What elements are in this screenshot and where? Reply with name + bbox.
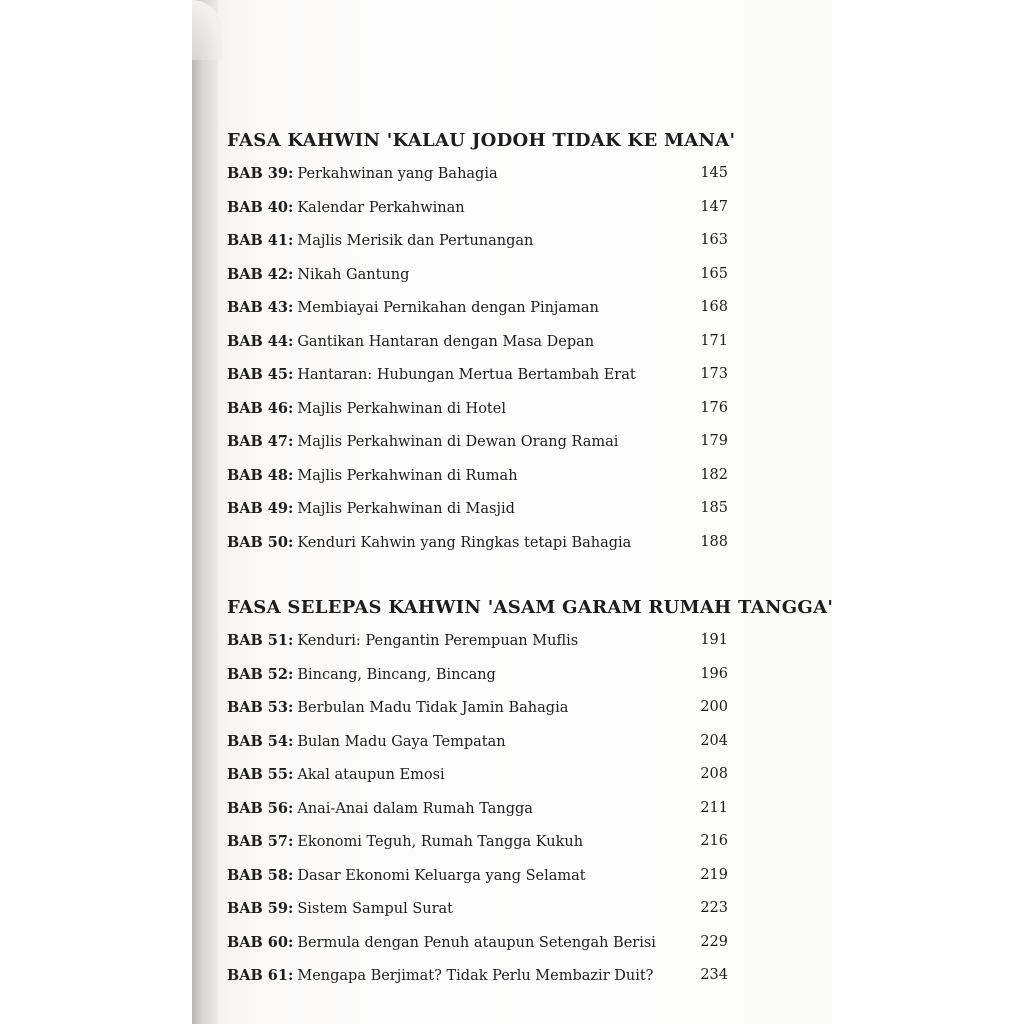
chapter-number: BAB 51:	[227, 632, 294, 649]
chapter-title: Majlis Perkahwinan di Hotel	[297, 400, 506, 417]
chapter-title: Gantikan Hantaran dengan Masa Depan	[297, 333, 595, 350]
chapter-number: BAB 56:	[227, 799, 294, 817]
chapter-title: Dasar Ekonomi Keluarga yang Selamat	[297, 867, 586, 884]
page-number: 188	[700, 533, 728, 550]
chapter-title: Nikah Gantung	[297, 266, 410, 283]
chapter-title: Majlis Perkahwinan di Dewan Orang Ramai	[297, 434, 619, 450]
page-number: 163	[700, 232, 728, 248]
chapter-title: Akal ataupun Emosi	[297, 767, 445, 783]
toc-section	[227, 597, 834, 993]
chapter-list	[227, 157, 817, 559]
toc-entry	[227, 291, 817, 325]
page-number: 223	[700, 900, 728, 916]
chapter-number: BAB 42:	[227, 265, 294, 283]
toc-entry	[227, 792, 817, 826]
chapter-number: BAB 59:	[227, 900, 294, 917]
page-number: 208	[700, 766, 728, 782]
page-number: 200	[700, 699, 728, 715]
page-number: 185	[700, 500, 728, 516]
chapter-title: Majlis Perkahwinan di Rumah	[297, 467, 518, 484]
chapter-number: BAB 41:	[227, 232, 294, 249]
chapter-title: Berbulan Madu Tidak Jamin Bahagia	[297, 700, 569, 716]
chapter-title: Kenduri Kahwin yang Ringkas tetapi Bahagia	[297, 534, 632, 551]
chapter-list	[227, 624, 817, 993]
chapter-title: Mengapa Berjimat? Tidak Perlu Membazir Duit?	[297, 968, 654, 984]
toc-entry	[227, 926, 817, 960]
chapter-number: BAB 50:	[227, 533, 294, 551]
chapter-title: Sistem Sampul Surat	[297, 901, 453, 917]
page-number: 176	[700, 399, 728, 416]
chapter-number: BAB 60:	[227, 933, 294, 951]
chapter-title: Membiayai Pernikahan dengan Pinjaman	[297, 300, 599, 316]
section-heading: FASA SELEPAS KAHWIN 'ASAM GARAM RUMAH TANGGA'	[227, 597, 834, 618]
chapter-title: Majlis Merisik dan Pertunangan	[297, 233, 534, 249]
page-number: 147	[700, 198, 728, 215]
chapter-title: Bulan Madu Gaya Tempatan	[297, 733, 506, 750]
chapter-number: BAB 49:	[227, 500, 294, 517]
page-number: 211	[700, 799, 728, 816]
toc-entry	[227, 825, 817, 859]
page-number: 196	[700, 665, 728, 682]
chapter-title: Hantaran: Hubungan Mertua Bertambah Erat	[297, 367, 636, 383]
chapter-number: BAB 57:	[227, 833, 294, 850]
toc-entry	[227, 191, 817, 225]
chapter-number: BAB 48:	[227, 466, 294, 484]
chapter-title: Anai-Anai dalam Rumah Tangga	[297, 800, 533, 817]
chapter-number: BAB 47:	[227, 433, 294, 450]
chapter-number: BAB 54:	[227, 732, 294, 750]
chapter-number: BAB 52:	[227, 665, 294, 683]
chapter-number: BAB 45:	[227, 366, 294, 383]
chapter-title: Bincang, Bincang, Bincang	[297, 666, 496, 683]
chapter-number: BAB 53:	[227, 699, 294, 716]
page-number: 219	[700, 866, 728, 883]
chapter-title: Bermula dengan Penuh ataupun Setengah Berisi	[297, 934, 656, 951]
chapter-number: BAB 40:	[227, 198, 294, 216]
chapter-title: Kalendar Perkahwinan	[297, 199, 465, 216]
table-of-contents	[227, 130, 834, 993]
chapter-number: BAB 44:	[227, 332, 294, 350]
section-heading: FASA KAHWIN 'KALAU JODOH TIDAK KE MANA'	[227, 130, 736, 151]
page-number: 216	[700, 833, 728, 849]
chapter-number: BAB 58:	[227, 866, 294, 884]
toc-entry	[227, 425, 817, 459]
toc-entry	[227, 157, 817, 191]
chapter-number: BAB 46:	[227, 399, 294, 417]
chapter-number: BAB 61:	[227, 967, 294, 984]
page-number: 165	[700, 265, 728, 282]
chapter-number: BAB 39:	[227, 165, 294, 182]
toc-entry	[227, 959, 817, 993]
section-gap	[227, 559, 817, 597]
page-number: 179	[700, 433, 728, 449]
chapter-number: BAB 43:	[227, 299, 294, 316]
toc-entry	[227, 624, 817, 658]
page-number: 168	[700, 299, 728, 315]
page-number: 191	[700, 632, 728, 648]
toc-entry	[227, 859, 817, 893]
page-number: 204	[700, 732, 728, 749]
page-number: 182	[700, 466, 728, 483]
page-number: 234	[700, 967, 728, 983]
toc-entry	[227, 459, 817, 493]
toc-entry	[227, 658, 817, 692]
toc-entry	[227, 526, 817, 560]
page-number: 173	[700, 366, 728, 382]
toc-entry	[227, 392, 817, 426]
book-spine-shadow	[192, 0, 218, 1024]
toc-entry	[227, 358, 817, 392]
toc-entry	[227, 758, 817, 792]
toc-entry	[227, 325, 817, 359]
page-number: 229	[700, 933, 728, 950]
toc-section	[227, 130, 817, 559]
toc-entry	[227, 258, 817, 292]
chapter-title: Majlis Perkahwinan di Masjid	[297, 501, 515, 517]
chapter-title: Ekonomi Teguh, Rumah Tangga Kukuh	[297, 834, 584, 850]
chapter-title: Perkahwinan yang Bahagia	[297, 166, 498, 182]
toc-entry	[227, 725, 817, 759]
toc-entry	[227, 224, 817, 258]
toc-entry	[227, 691, 817, 725]
page-number: 145	[700, 165, 728, 181]
toc-entry	[227, 892, 817, 926]
chapter-title: Kenduri: Pengantin Perempuan Muflis	[297, 633, 579, 649]
page-number: 171	[700, 332, 728, 349]
toc-entry	[227, 492, 817, 526]
chapter-number: BAB 55:	[227, 766, 294, 783]
